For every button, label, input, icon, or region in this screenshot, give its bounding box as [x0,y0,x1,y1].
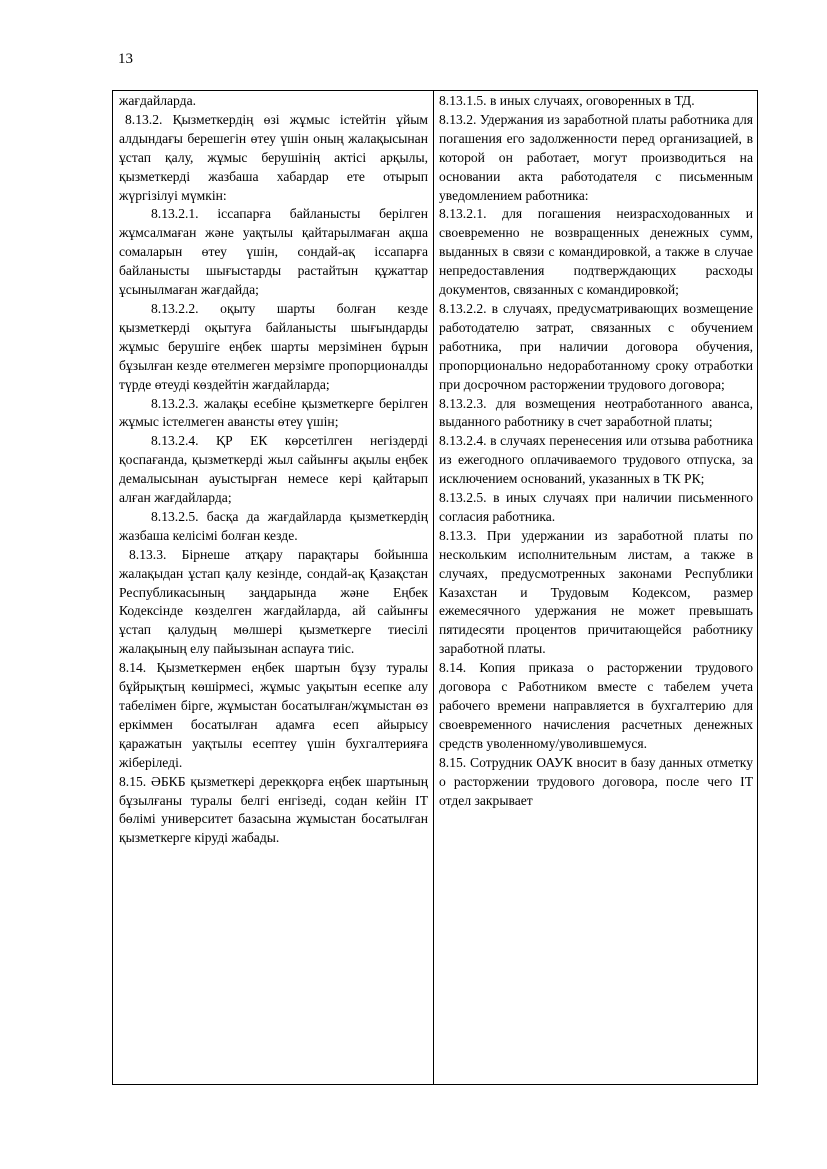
russian-paragraph: 8.14. Копия приказа о расторжении трудового договора с Работником вместе с табелем учета рабочего времени направляется в бухгалтерию для своевременного начисления расчетных денежных средств уволенному/уволившемуся. [439,660,753,751]
russian-paragraph: 8.13.1.5. в иных случаях, оговоренных в ТД. [439,93,695,108]
page-number: 13 [118,51,133,67]
kazakh-column [113,91,434,1084]
bilingual-table [112,90,758,1085]
kazakh-paragraph: 8.13.3. Бірнеше атқару парақтары бойынша жалақыдан ұстап қалу кезінде, сондай-ақ Қазақстан Республикасының заңдарында және Еңбек Кодексінде көзделген жағдайларда, ай сайынғы ұстап қалудың мөлшері қызметкерге тиесілі жалақының елу пайызынан аспауға тиіс. [119,546,428,657]
kazakh-paragraph: жағдайларда. [119,93,197,108]
kazakh-paragraph: 8.13.2. Қызметкердің өзі жұмыс істейтін ұйым алдындағы берешегін өтеу үшін оның жалақысынан ұстап қалу, жұмыс берушінің актісі арқылы, қызметкерді жазбаша хабардар ете отырып жүргізілуі мүмкін: [119,111,428,203]
kazakh-paragraph: 8.13.2.2. оқыту шарты болған кезде қызметкерді оқытуға байланысты шығындарды жұмыс берушіге еңбек шарты мерзімінен бұрын бұзылған кезде өтелмеген мерзімге пропорционалды түрде өтеуді көздейтін жағдайларда; [119,300,428,392]
russian-column [434,91,757,1084]
kazakh-paragraph: 8.13.2.1. іссапарға байланысты берілген жұмсалмаған және уақтылы қайтарылмаған ақша сомаларын өтеу үшін, сондай-ақ іссапарға байланысты шығыстарды растайтын құжаттар ұсынылмаған жағдайда; [119,206,428,298]
russian-paragraph: 8.13.2.4. в случаях перенесения или отзыва работника из ежегодного оплачиваемого трудового отпуска, за исключением оснований, указанных в ТК РК; [439,433,753,487]
russian-paragraph: 8.13.2.3. для возмещения неотработанного аванса, выданного работнику в счет заработной платы; [439,395,753,430]
kazakh-paragraph: 8.13.2.5. басқа да жағдайларда қызметкердің жазбаша келісімі болған кезде. [119,508,428,543]
russian-paragraph: 8.15. Сотрудник ОАУК вносит в базу данных отметку о расторжении трудового договора, после чего IT отдел закрывает [439,754,753,808]
kazakh-paragraph: 8.14. Қызметкермен еңбек шартын бұзу туралы бұйрықтың көшірмесі, жұмыс уақытын есепке алу табелімен бірге, жұмыстан босатылған/жұмыстан өз еркіммен босатылған адамға есеп айырысу қаражатын уақтылы есептеу үшін бухгалтерияға жіберіледі. [119,660,428,770]
russian-paragraph: 8.13.3. При удержании из заработной платы по нескольким исполнительным листам, а также в случаях, предусмотренных законами Республики Казахстан и Трудовым Кодексом, размер ежемесячного удержания не может превышать пятидесяти процентов причитающейся работнику заработной платы. [439,527,753,657]
kazakh-paragraph: 8.13.2.3. жалақы есебіне қызметкерге берілген жұмыс істелмеген авансты өтеу үшін; [119,395,428,430]
russian-paragraph: 8.13.2. Удержания из заработной платы работника для погашения его задолженности перед организацией, в которой он работает, могут производиться на основании акта работодателя с письменным уведомлением работника: [439,111,753,203]
kazakh-paragraph: 8.13.2.4. ҚР ЕК көрсетілген негіздерді қоспағанда, қызметкерді жыл сайынғы ақылы еңбек демалысынан ауыстырған немесе кері қайтарып алған жағдайларда; [119,433,428,506]
russian-paragraph: 8.13.2.2. в случаях, предусматривающих возмещение работодателю затрат, связанных с обучением работника, при наличии договора обучения, пропорционально недоработанному сроку отработки при досрочном расторжении трудового договора; [439,300,753,392]
russian-paragraph: 8.13.2.5. в иных случаях при наличии письменного согласия работника. [439,490,753,524]
russian-paragraph: 8.13.2.1. для погашения неизрасходованных и своевременно не возвращенных денежных сумм, выданных в связи с командировкой, а также в случае непредоставления подтверждающих расходы документов, связанных с командировкой; [439,206,753,298]
kazakh-paragraph: 8.15. ӘБКБ қызметкері дерекқорға еңбек шартының бұзылғаны туралы белгі енгізеді, содан кейін IT бөлімі университет базасына жұмыстан босатылған қызметкерге кіруді жабады. [119,773,428,846]
